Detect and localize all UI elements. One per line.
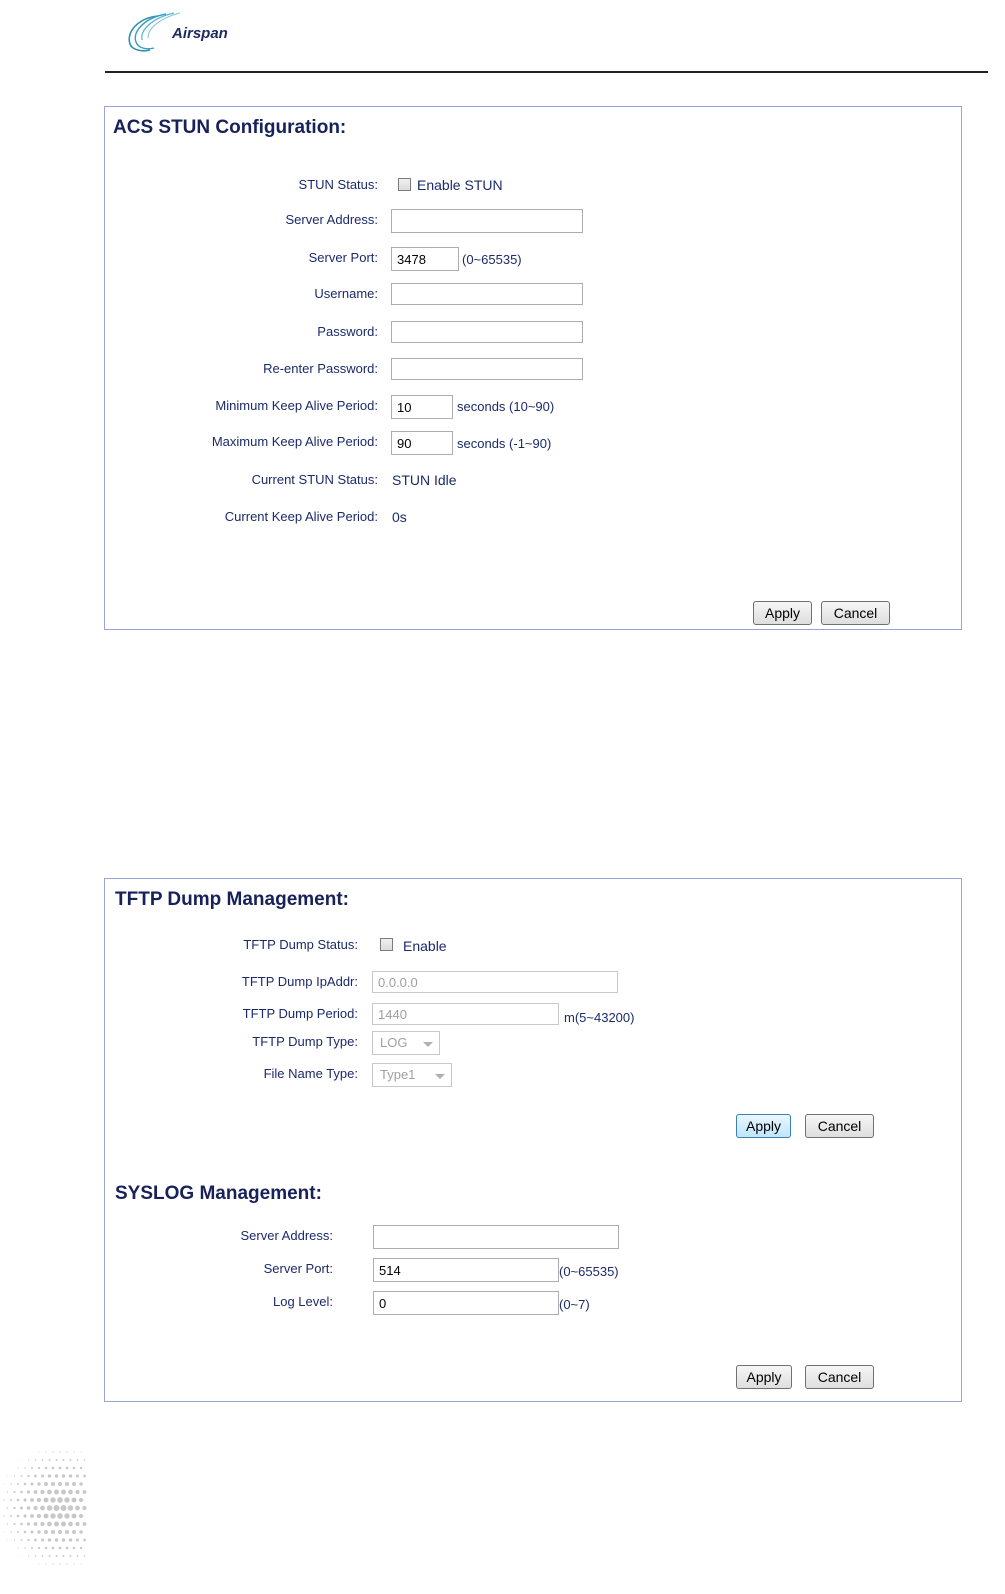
- decorative-dot: [72, 1514, 77, 1519]
- decorative-dot: [55, 1555, 57, 1557]
- file-name-type-selected: Type1: [380, 1067, 416, 1082]
- decorative-dot: [17, 1483, 19, 1485]
- decorative-dot: [24, 1531, 27, 1534]
- decorative-dot: [14, 1539, 15, 1540]
- tftp-title: TFTP Dump Management:: [115, 889, 349, 910]
- decorative-dot: [34, 1475, 37, 1478]
- tftp-ipaddr-input[interactable]: [372, 971, 618, 993]
- decorative-dot: [38, 1467, 40, 1469]
- decorative-dot: [73, 1563, 74, 1564]
- decorative-dot: [72, 1498, 77, 1503]
- decorative-dot: [82, 1506, 86, 1510]
- decorative-dot: [27, 1490, 30, 1493]
- decorative-dot: [79, 1514, 83, 1518]
- max-keepalive-hint: seconds (-1~90): [457, 436, 552, 451]
- chevron-down-icon: [423, 1042, 433, 1047]
- decorative-dot: [65, 1530, 69, 1534]
- decorative-dot: [52, 1467, 55, 1470]
- decorative-dot: [20, 1491, 23, 1494]
- decorative-dot: [49, 1555, 51, 1557]
- tftp-syslog-panel: [104, 878, 962, 1402]
- decorative-dot: [13, 1491, 15, 1493]
- stun-status-row: [105, 171, 961, 199]
- decorative-dot: [7, 1540, 8, 1541]
- decorative-dot: [54, 1490, 59, 1495]
- decorative-dot: [47, 1490, 52, 1495]
- decorative-dot: [10, 1499, 12, 1501]
- server-address-label: Server Address:: [285, 212, 378, 227]
- decorative-dot: [52, 1563, 53, 1564]
- decorative-dot: [45, 1563, 46, 1564]
- decorative-dot: [73, 1547, 76, 1550]
- decorative-dot: [48, 1474, 51, 1477]
- decorative-dot: [10, 1515, 12, 1517]
- syslog-server-address-row: [105, 1222, 961, 1250]
- decorative-dot: [37, 1498, 41, 1502]
- logo-text: Airspan: [172, 25, 228, 42]
- syslog-server-port-hint: (0~65535): [559, 1264, 619, 1279]
- decorative-dot: [72, 1482, 76, 1486]
- decorative-dot: [30, 1530, 33, 1533]
- reenter-password-label: Re-enter Password:: [263, 361, 378, 376]
- decorative-dot: [80, 1547, 82, 1549]
- decorative-dot: [84, 1459, 86, 1461]
- decorative-dot: [35, 1459, 37, 1461]
- decorative-dot: [83, 1539, 86, 1542]
- current-stun-status-label: Current STUN Status:: [251, 472, 378, 487]
- decorative-dot: [37, 1482, 41, 1486]
- decorative-dot: [42, 1555, 44, 1557]
- decorative-dot: [77, 1459, 79, 1461]
- file-name-type-select[interactable]: [372, 1063, 452, 1087]
- decorative-dot: [24, 1547, 26, 1549]
- decorative-dot: [38, 1547, 40, 1549]
- tftp-enable-checkbox[interactable]: [380, 938, 393, 951]
- decorative-dot: [45, 1547, 48, 1550]
- tftp-ipaddr-row: [105, 968, 961, 996]
- decorative-dot: [53, 1505, 59, 1511]
- decorative-dot: [66, 1563, 67, 1564]
- file-name-type-row: [105, 1058, 961, 1086]
- decorative-dot: [17, 1467, 18, 1468]
- decorative-dot: [4, 1532, 5, 1533]
- decorative-dot: [47, 1505, 52, 1510]
- max-keepalive-input[interactable]: [391, 431, 453, 455]
- tftp-type-select[interactable]: [372, 1031, 440, 1055]
- decorative-dot: [83, 1490, 87, 1494]
- decorative-dot: [68, 1522, 73, 1527]
- decorative-dot: [30, 1498, 34, 1502]
- tftp-status-label: TFTP Dump Status:: [243, 937, 358, 952]
- decorative-dot: [7, 1491, 8, 1492]
- decorative-dot: [45, 1467, 48, 1470]
- decorative-dot-pattern: [0, 1448, 90, 1594]
- stun-password-row: [105, 318, 961, 346]
- decorative-dot: [23, 1498, 26, 1501]
- decorative-dot: [76, 1474, 79, 1477]
- min-keepalive-hint: seconds (10~90): [457, 399, 555, 414]
- syslog-server-address-input[interactable]: [373, 1225, 619, 1249]
- decorative-dot: [72, 1530, 76, 1534]
- tftp-period-label: TFTP Dump Period:: [242, 1006, 358, 1021]
- username-input[interactable]: [391, 283, 583, 305]
- enable-stun-checkbox[interactable]: [398, 178, 411, 191]
- decorative-dot: [10, 1531, 11, 1532]
- decorative-dot: [17, 1547, 18, 1548]
- log-level-row: [105, 1288, 961, 1316]
- decorative-dot: [27, 1475, 29, 1477]
- decorative-dot: [66, 1467, 69, 1470]
- stun-server-port-row: [105, 244, 961, 272]
- min-keepalive-row: [105, 392, 961, 420]
- tftp-type-selected: LOG: [380, 1035, 408, 1050]
- tftp-type-row: [105, 1026, 961, 1054]
- decorative-dot: [3, 1515, 4, 1516]
- decorative-dot: [68, 1505, 73, 1510]
- log-level-label: Log Level:: [273, 1294, 333, 1309]
- decorative-dot: [27, 1522, 30, 1525]
- syslog-cancel-button[interactable]: Cancel: [805, 1365, 874, 1389]
- decorative-dot: [70, 1555, 72, 1557]
- decorative-dot: [52, 1451, 53, 1452]
- decorative-dot: [57, 1513, 63, 1519]
- decorative-dot: [41, 1538, 44, 1541]
- decorative-dot: [7, 1507, 9, 1509]
- decorative-dot: [23, 1514, 26, 1517]
- decorative-dot: [34, 1539, 37, 1542]
- decorative-dot: [73, 1451, 74, 1452]
- decorative-dot: [55, 1538, 58, 1541]
- decorative-dot: [66, 1451, 67, 1452]
- decorative-dot: [39, 1564, 40, 1565]
- decorative-dot: [13, 1507, 15, 1509]
- decorative-dot: [70, 1459, 72, 1461]
- decorative-dot: [49, 1459, 51, 1461]
- decorative-dot: [62, 1538, 65, 1541]
- decorative-dot: [37, 1514, 41, 1518]
- decorative-dot: [51, 1530, 55, 1534]
- decorative-dot: [60, 1505, 66, 1511]
- file-name-type-label: File Name Type:: [263, 1066, 358, 1081]
- decorative-dot: [54, 1522, 59, 1527]
- decorative-dot: [41, 1474, 44, 1477]
- stun-username-row: [105, 280, 961, 308]
- enable-stun-label[interactable]: Enable STUN: [417, 177, 503, 193]
- decorative-dot: [61, 1490, 66, 1495]
- decorative-dot: [79, 1482, 83, 1486]
- decorative-dot: [64, 1497, 69, 1502]
- max-keepalive-row: [105, 428, 961, 456]
- chevron-down-icon: [435, 1074, 445, 1079]
- decorative-dot: [24, 1483, 27, 1486]
- log-level-hint: (0~7): [559, 1297, 590, 1312]
- decorative-dot: [81, 1452, 82, 1453]
- max-keepalive-label: Maximum Keep Alive Period:: [211, 434, 378, 449]
- tftp-period-hint: m(5~43200): [564, 1010, 635, 1025]
- syslog-server-port-label: Server Port:: [263, 1261, 333, 1276]
- decorative-dot: [79, 1530, 83, 1534]
- username-label: Username:: [314, 286, 378, 301]
- header-divider: [105, 71, 988, 73]
- decorative-dot: [50, 1513, 55, 1518]
- stun-server-address-row: [105, 206, 961, 234]
- decorative-dot: [51, 1482, 55, 1486]
- decorative-dot: [7, 1476, 8, 1477]
- syslog-apply-button[interactable]: Apply: [736, 1365, 792, 1389]
- decorative-dot: [34, 1490, 38, 1494]
- current-keepalive-row: [105, 503, 961, 531]
- airspan-logo: [120, 10, 290, 54]
- decorative-dot: [69, 1538, 72, 1541]
- decorative-dot: [31, 1467, 33, 1469]
- decorative-dot: [7, 1523, 8, 1524]
- decorative-dot: [14, 1475, 15, 1476]
- decorative-dot: [17, 1499, 20, 1502]
- stun-status-label: STUN Status:: [298, 177, 378, 192]
- decorative-dot: [59, 1467, 62, 1470]
- decorative-dot: [59, 1563, 60, 1564]
- decorative-dot: [44, 1530, 48, 1534]
- decorative-dot: [45, 1451, 46, 1452]
- decorative-dot: [40, 1490, 44, 1494]
- log-level-input[interactable]: [373, 1291, 559, 1315]
- stun-server-address-input[interactable]: [391, 209, 583, 233]
- decorative-dot: [42, 1459, 44, 1461]
- decorative-dot: [62, 1474, 65, 1477]
- decorative-dot: [81, 1564, 82, 1565]
- decorative-dot: [77, 1555, 79, 1557]
- tftp-apply-button[interactable]: Apply: [736, 1114, 791, 1138]
- decorative-dot: [28, 1459, 29, 1460]
- decorative-dot: [21, 1460, 22, 1461]
- decorative-dot: [52, 1547, 55, 1550]
- decorative-dot: [64, 1513, 69, 1518]
- decorative-dot: [31, 1547, 33, 1549]
- decorative-dot: [55, 1459, 57, 1461]
- decorative-dot: [17, 1531, 19, 1533]
- stun-panel: [104, 106, 962, 630]
- decorative-dot: [34, 1522, 38, 1526]
- tftp-status-row: [105, 931, 961, 959]
- decorative-dot: [57, 1497, 63, 1503]
- decorative-dot: [24, 1467, 26, 1469]
- syslog-title: SYSLOG Management:: [115, 1183, 322, 1204]
- tftp-type-label: TFTP Dump Type:: [252, 1034, 358, 1049]
- decorative-dot: [55, 1474, 58, 1477]
- stun-cancel-button[interactable]: Cancel: [821, 601, 890, 625]
- password-label: Password:: [317, 324, 378, 339]
- decorative-dot: [84, 1555, 86, 1557]
- decorative-dot: [68, 1490, 73, 1495]
- decorative-dot: [58, 1482, 62, 1486]
- decorative-dot: [21, 1556, 22, 1557]
- decorative-dot: [50, 1497, 55, 1502]
- decorative-dot: [13, 1523, 15, 1525]
- decorative-dot: [35, 1555, 37, 1557]
- current-stun-status-row: [105, 466, 961, 494]
- tftp-ipaddr-label: TFTP Dump IpAddr:: [241, 974, 358, 989]
- decorative-dot: [75, 1522, 79, 1526]
- decorative-dot: [83, 1522, 87, 1526]
- decorative-dot: [61, 1522, 66, 1527]
- tftp-period-row: [105, 1000, 961, 1028]
- current-keepalive-label: Current Keep Alive Period:: [224, 509, 378, 524]
- decorative-dot: [39, 1452, 40, 1453]
- decorative-dot: [75, 1506, 80, 1511]
- decorative-dot: [69, 1474, 72, 1477]
- stun-server-port-input[interactable]: [391, 247, 459, 271]
- decorative-dot: [10, 1483, 11, 1484]
- stun-title: ACS STUN Configuration:: [113, 117, 347, 138]
- decorative-dot: [83, 1475, 86, 1478]
- stun-apply-button[interactable]: Apply: [753, 601, 812, 625]
- decorative-dot: [80, 1467, 82, 1469]
- decorative-dot: [17, 1515, 20, 1518]
- syslog-server-port-input[interactable]: [373, 1258, 559, 1282]
- server-port-label: Server Port:: [308, 250, 378, 265]
- decorative-dot: [62, 1459, 64, 1461]
- stun-reenter-password-row: [105, 355, 961, 383]
- decorative-dot: [20, 1523, 23, 1526]
- decorative-dot: [73, 1467, 76, 1470]
- decorative-dot: [4, 1484, 5, 1485]
- decorative-dot: [59, 1547, 62, 1550]
- decorative-dot: [48, 1538, 51, 1541]
- decorative-dot: [3, 1499, 4, 1500]
- decorative-dot: [27, 1506, 31, 1510]
- decorative-dot: [40, 1506, 45, 1511]
- min-keepalive-input[interactable]: [391, 395, 453, 419]
- decorative-dot: [79, 1498, 83, 1502]
- syslog-server-address-label: Server Address:: [240, 1228, 333, 1243]
- decorative-dot: [44, 1498, 49, 1503]
- tftp-cancel-button[interactable]: Cancel: [805, 1114, 874, 1138]
- decorative-dot: [30, 1514, 34, 1518]
- decorative-dot: [75, 1490, 79, 1494]
- min-keepalive-label: Minimum Keep Alive Period:: [215, 398, 378, 413]
- decorative-dot: [58, 1530, 62, 1534]
- server-port-hint: (0~65535): [462, 252, 522, 267]
- decorative-dot: [30, 1482, 33, 1485]
- decorative-dot: [20, 1507, 23, 1510]
- decorative-dot: [37, 1530, 41, 1534]
- current-keepalive-value: 0s: [392, 509, 407, 525]
- tftp-period-input[interactable]: [372, 1003, 559, 1025]
- decorative-dot: [44, 1514, 49, 1519]
- decorative-dot: [21, 1475, 23, 1477]
- decorative-dot: [66, 1547, 69, 1550]
- decorative-dot: [44, 1482, 48, 1486]
- current-stun-status-value: STUN Idle: [392, 472, 457, 488]
- reenter-password-input[interactable]: [391, 358, 583, 380]
- decorative-dot: [76, 1538, 79, 1541]
- decorative-dot: [47, 1522, 52, 1527]
- decorative-dot: [65, 1482, 69, 1486]
- decorative-dot: [28, 1555, 29, 1556]
- syslog-server-port-row: [105, 1255, 961, 1283]
- decorative-dot: [33, 1506, 37, 1510]
- decorative-dot: [21, 1539, 23, 1541]
- password-input[interactable]: [391, 321, 583, 343]
- decorative-dot: [40, 1522, 44, 1526]
- decorative-dot: [62, 1555, 64, 1557]
- decorative-dot: [59, 1451, 60, 1452]
- decorative-dot: [27, 1539, 29, 1541]
- tftp-enable-label[interactable]: Enable: [403, 938, 447, 954]
